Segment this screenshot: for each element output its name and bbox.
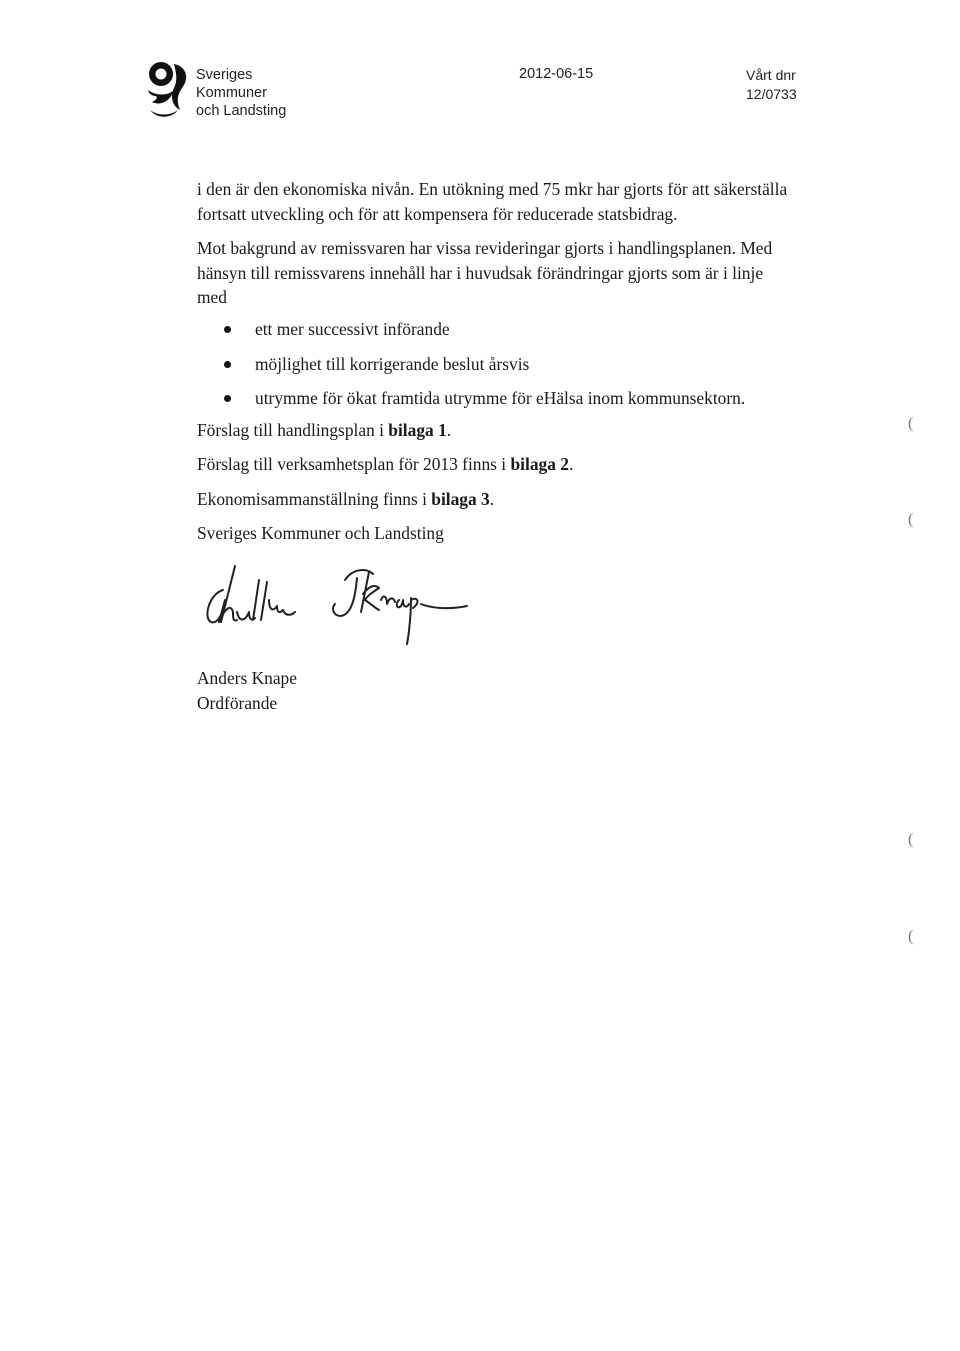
- reference-value: 12/0733: [746, 86, 797, 102]
- signer-block: [197, 666, 297, 715]
- attachment-1-text: Förslag till handlingsplan i: [197, 420, 389, 440]
- signer-name: Anders Knape: [197, 668, 297, 688]
- org-line-1: Sveriges: [196, 67, 253, 83]
- attachment-line-3: [197, 489, 494, 510]
- paragraph-1-line-2: fortsatt utveckling och för att kompensera för reducerade statsbidrag.: [197, 203, 678, 224]
- list-item-text: utrymme för ökat framtida utrymme för eHälsa inom kommunsektorn.: [255, 388, 746, 408]
- margin-mark: (: [908, 511, 914, 528]
- attachment-1-ref: bilaga 1: [388, 420, 447, 440]
- list-item-text: ett mer successivt införande: [255, 319, 450, 339]
- attachment-1-end: .: [446, 420, 452, 440]
- paragraph-1: [197, 177, 787, 226]
- attachment-2-text: Förslag till verksamhetsplan för 2013 finns i: [197, 454, 511, 474]
- list-item: [197, 352, 745, 387]
- paragraph-2-line-1: Mot bakgrund av remissvaren har vissa revideringar gjorts i handlingsplanen. Med: [197, 238, 773, 258]
- paragraph-2: [197, 236, 772, 310]
- change-list: [197, 317, 745, 421]
- margin-mark: (: [908, 831, 914, 848]
- attachment-line-2: [197, 454, 573, 475]
- org-line-2: Kommuner: [196, 85, 267, 101]
- document-date: 2012-06-15: [519, 66, 594, 82]
- signer-title: Ordförande: [197, 692, 278, 713]
- margin-mark: (: [908, 415, 914, 432]
- attachment-3-text: Ekonomisammanställning finns i: [197, 489, 432, 509]
- list-item: [197, 317, 745, 352]
- list-item: [197, 386, 745, 421]
- paragraph-2-line-2: hänsyn till remissvarens innehåll har i huvudsak förändringar gjorts som är i linje: [197, 262, 764, 283]
- attachment-line-1: [197, 420, 451, 441]
- attachment-3-end: .: [489, 489, 495, 509]
- paragraph-2-line-3: med: [197, 287, 227, 307]
- skl-logo-icon: [146, 60, 190, 118]
- attachment-2-end: .: [568, 454, 574, 474]
- reference-label: Vårt dnr: [746, 67, 796, 83]
- handwritten-signature: [195, 560, 485, 655]
- bullet-icon: [224, 395, 231, 402]
- bullet-icon: [224, 361, 231, 368]
- bullet-icon: [224, 326, 231, 333]
- org-line-3: och Landsting: [196, 103, 287, 119]
- margin-mark: (: [908, 928, 914, 945]
- closing-organization: Sveriges Kommuner och Landsting: [197, 523, 444, 543]
- list-item-text: möjlighet till korrigerande beslut årsvis: [255, 353, 530, 374]
- organization-name: [196, 66, 286, 120]
- reference-number: [746, 66, 797, 104]
- paragraph-1-line-1: i den är den ekonomiska nivån. En utökning med 75 mkr har gjorts för att säkerställa: [197, 179, 788, 199]
- attachment-3-ref: bilaga 3: [431, 489, 490, 509]
- attachment-2-ref: bilaga 2: [510, 454, 569, 474]
